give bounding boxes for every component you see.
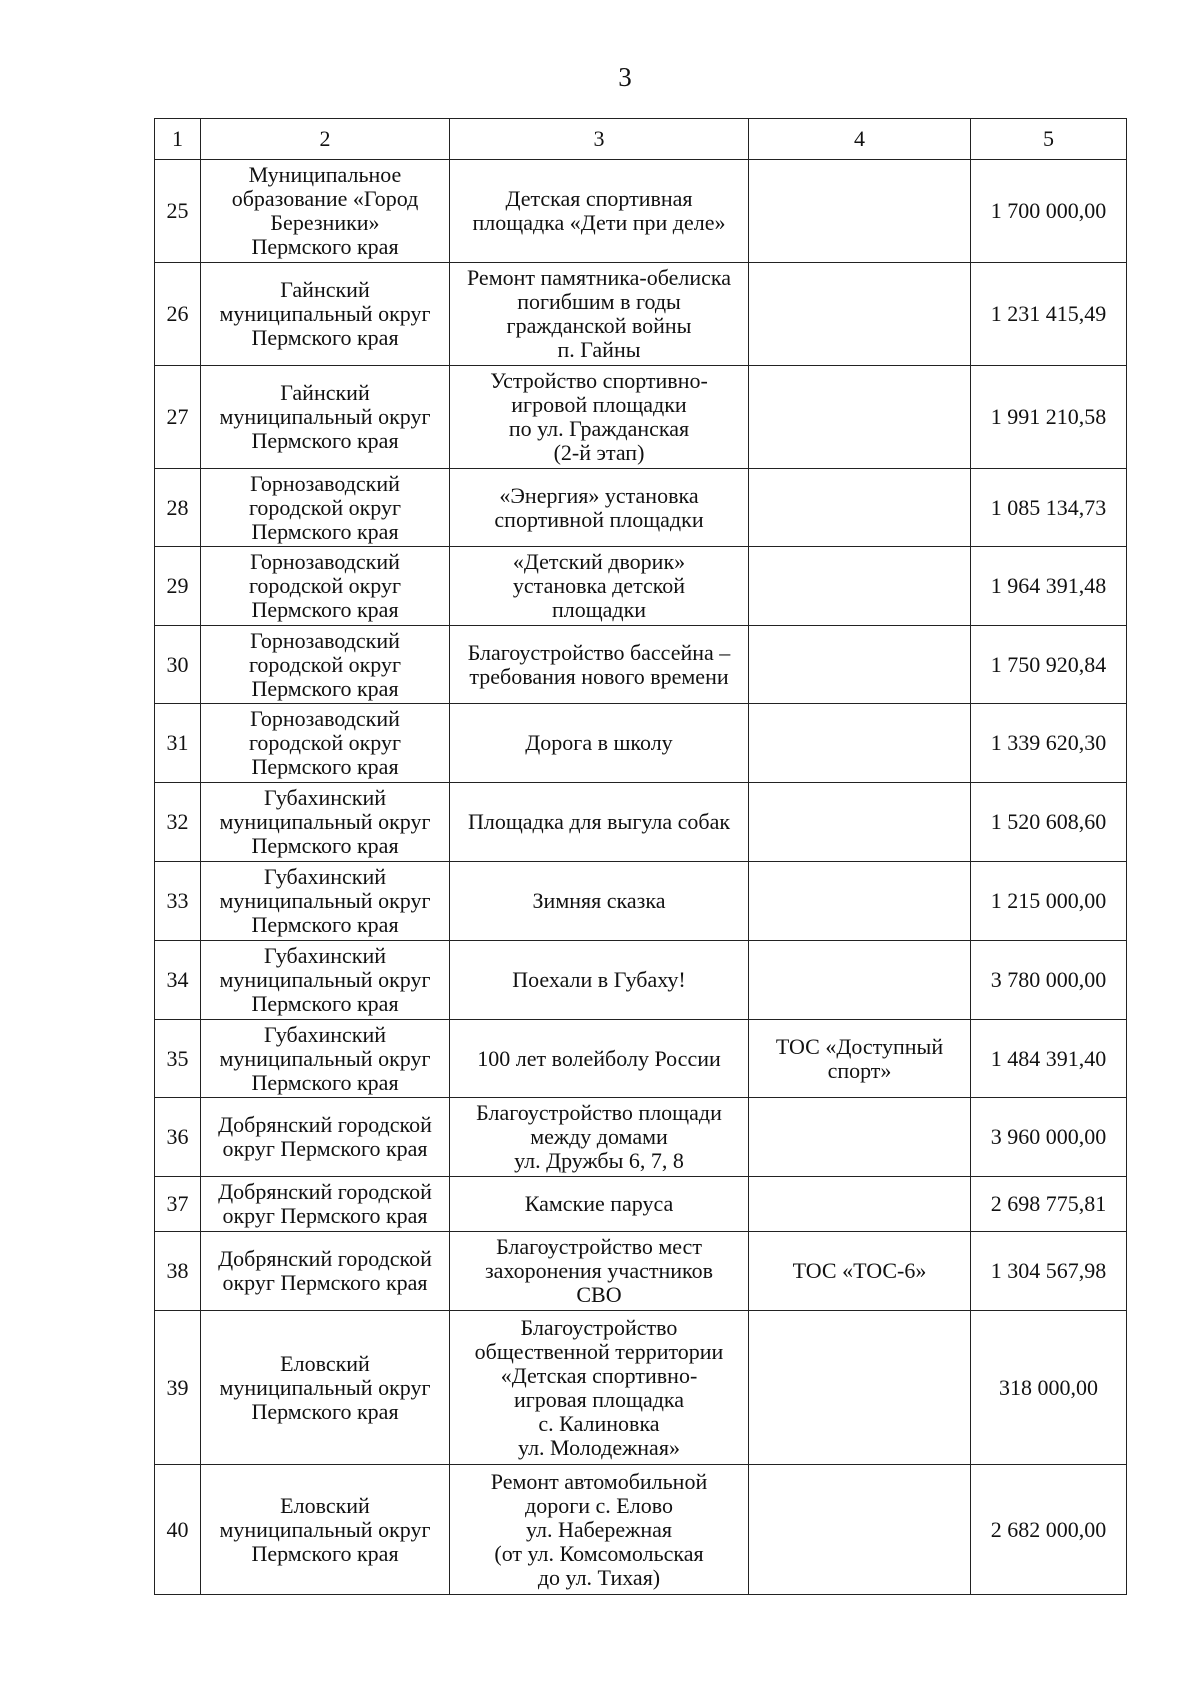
header-cell-3: 3: [450, 119, 749, 160]
row-number-cell: 40: [155, 1465, 201, 1595]
municipality-cell: Гайнский муниципальный округ Пермского края: [201, 263, 450, 366]
municipality-cell: Добрянский городской округ Пермского края: [201, 1098, 450, 1177]
amount-cell: 2 698 775,81: [971, 1177, 1127, 1232]
amount-cell: 1 964 391,48: [971, 547, 1127, 626]
table-row: [155, 366, 1127, 469]
row-number-cell: 34: [155, 941, 201, 1020]
table-body: [155, 160, 1127, 1595]
tos-cell: [749, 469, 971, 547]
municipality-cell: Горнозаводский городской округ Пермского края: [201, 626, 450, 704]
amount-cell: 3 960 000,00: [971, 1098, 1127, 1177]
amount-cell: 1 520 608,60: [971, 783, 1127, 862]
tos-cell: [749, 1177, 971, 1232]
table-row: [155, 704, 1127, 783]
row-number-cell: 29: [155, 547, 201, 626]
amount-cell: 1 700 000,00: [971, 160, 1127, 263]
row-number-cell: 30: [155, 626, 201, 704]
table-row: [155, 263, 1127, 366]
page-number: 3: [618, 62, 632, 92]
tos-cell: [749, 160, 971, 263]
municipality-cell: Губахинский муниципальный округ Пермского края: [201, 941, 450, 1020]
row-number-cell: 36: [155, 1098, 201, 1177]
amount-cell: 1 215 000,00: [971, 862, 1127, 941]
amount-cell: 2 682 000,00: [971, 1465, 1127, 1595]
project-name-cell: Зимняя сказка: [450, 862, 749, 941]
municipality-cell: Еловский муниципальный округ Пермского края: [201, 1465, 450, 1595]
project-name-cell: «Детский дворик» установка детской площадки: [450, 547, 749, 626]
table-row: [155, 783, 1127, 862]
header-cell-2: 2: [201, 119, 450, 160]
amount-cell: 3 780 000,00: [971, 941, 1127, 1020]
tos-cell: [749, 941, 971, 1020]
municipality-cell: Горнозаводский городской округ Пермского края: [201, 469, 450, 547]
table-row: [155, 941, 1127, 1020]
amount-cell: 318 000,00: [971, 1311, 1127, 1465]
project-name-cell: Благоустройство площади между домами ул. Дружбы 6, 7, 8: [450, 1098, 749, 1177]
tos-cell: ТОС «ТОС-6»: [749, 1232, 971, 1311]
row-number-cell: 38: [155, 1232, 201, 1311]
tos-cell: [749, 547, 971, 626]
tos-cell: [749, 1098, 971, 1177]
amount-cell: 1 750 920,84: [971, 626, 1127, 704]
row-number-cell: 35: [155, 1020, 201, 1098]
project-name-cell: Ремонт памятника-обелиска погибшим в годы гражданской войны п. Гайны: [450, 263, 749, 366]
row-number-cell: 37: [155, 1177, 201, 1232]
table-row: [155, 862, 1127, 941]
tos-cell: [749, 366, 971, 469]
row-number-cell: 31: [155, 704, 201, 783]
municipality-cell: Гайнский муниципальный округ Пермского края: [201, 366, 450, 469]
table-row: [155, 1020, 1127, 1098]
municipality-cell: Еловский муниципальный округ Пермского края: [201, 1311, 450, 1465]
municipality-cell: Муниципальное образование «Город Березники» Пермского края: [201, 160, 450, 263]
row-number-cell: 27: [155, 366, 201, 469]
amount-cell: 1 304 567,98: [971, 1232, 1127, 1311]
amount-cell: 1 339 620,30: [971, 704, 1127, 783]
tos-cell: [749, 1465, 971, 1595]
tos-cell: [749, 704, 971, 783]
project-name-cell: Площадка для выгула собак: [450, 783, 749, 862]
header-cell-1: 1: [155, 119, 201, 160]
municipality-cell: Добрянский городской округ Пермского края: [201, 1177, 450, 1232]
row-number-cell: 33: [155, 862, 201, 941]
municipality-cell: Добрянский городской округ Пермского края: [201, 1232, 450, 1311]
project-name-cell: Камские паруса: [450, 1177, 749, 1232]
header-cell-5: 5: [971, 119, 1127, 160]
table-row: [155, 1311, 1127, 1465]
amount-cell: 1 085 134,73: [971, 469, 1127, 547]
table-row: [155, 626, 1127, 704]
table-header-row: [155, 119, 1127, 160]
municipality-cell: Горнозаводский городской округ Пермского края: [201, 704, 450, 783]
projects-table: [154, 118, 1127, 1595]
row-number-cell: 26: [155, 263, 201, 366]
row-number-cell: 39: [155, 1311, 201, 1465]
tos-cell: [749, 626, 971, 704]
amount-cell: 1 991 210,58: [971, 366, 1127, 469]
project-name-cell: Устройство спортивно- игровой площадки по ул. Гражданская (2-й этап): [450, 366, 749, 469]
table-row: [155, 1098, 1127, 1177]
amount-cell: 1 484 391,40: [971, 1020, 1127, 1098]
tos-cell: [749, 783, 971, 862]
row-number-cell: 32: [155, 783, 201, 862]
project-name-cell: Поехали в Губаху!: [450, 941, 749, 1020]
tos-cell: [749, 862, 971, 941]
municipality-cell: Губахинский муниципальный округ Пермского края: [201, 783, 450, 862]
header-cell-4: 4: [749, 119, 971, 160]
table-row: [155, 1465, 1127, 1595]
row-number-cell: 28: [155, 469, 201, 547]
project-name-cell: Детская спортивная площадка «Дети при деле»: [450, 160, 749, 263]
tos-cell: [749, 263, 971, 366]
amount-cell: 1 231 415,49: [971, 263, 1127, 366]
municipality-cell: Губахинский муниципальный округ Пермского края: [201, 862, 450, 941]
row-number-cell: 25: [155, 160, 201, 263]
project-name-cell: Ремонт автомобильной дороги с. Елово ул. Набережная (от ул. Комсомольская до ул. Тихая): [450, 1465, 749, 1595]
project-name-cell: «Энергия» установка спортивной площадки: [450, 469, 749, 547]
project-name-cell: Дорога в школу: [450, 704, 749, 783]
table-row: [155, 469, 1127, 547]
project-name-cell: Благоустройство общественной территории «Детская спортивно- игровая площадка с. Калиновка ул. Молодежная»: [450, 1311, 749, 1465]
project-name-cell: Благоустройство бассейна – требования нового времени: [450, 626, 749, 704]
table-row: [155, 1232, 1127, 1311]
municipality-cell: Горнозаводский городской округ Пермского края: [201, 547, 450, 626]
table-row: [155, 1177, 1127, 1232]
table-row: [155, 547, 1127, 626]
table-row: [155, 160, 1127, 263]
municipality-cell: Губахинский муниципальный округ Пермского края: [201, 1020, 450, 1098]
project-name-cell: 100 лет волейболу России: [450, 1020, 749, 1098]
tos-cell: ТОС «Доступный спорт»: [749, 1020, 971, 1098]
tos-cell: [749, 1311, 971, 1465]
project-name-cell: Благоустройство мест захоронения участников СВО: [450, 1232, 749, 1311]
